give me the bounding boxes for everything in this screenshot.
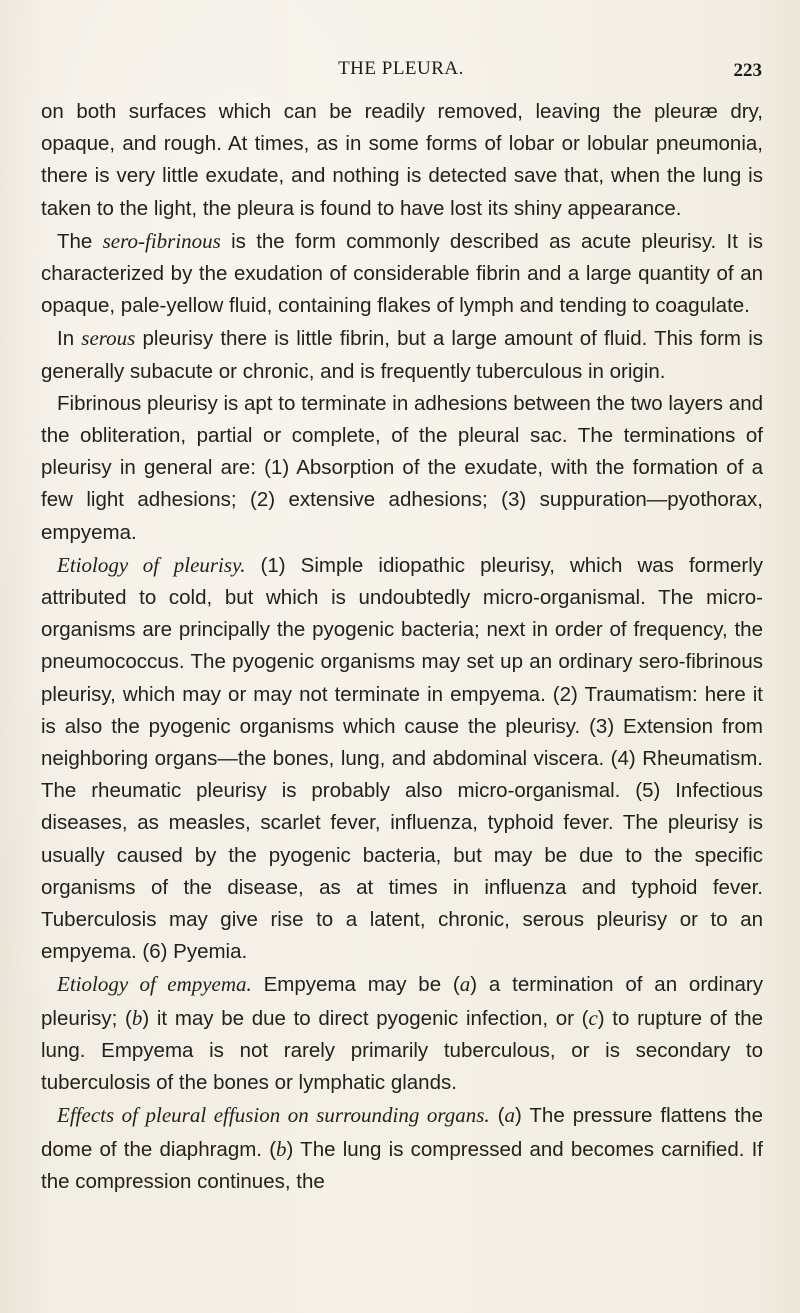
paragraph-text: Fibrinous pleurisy is apt to terminate in adhesions between the two layers and the obliteration, partial or complete, of the pleural sac. The terminations of pleurisy in general are: (1) Absorption of the exudate, with the formation of a few light adhesions; (2) extensive adhesions; (3) suppuration—pyothorax, empyema.	[41, 391, 763, 544]
paragraph-text: (	[489, 1104, 505, 1128]
paragraph-text: on both surfaces which can be readily removed, leaving the pleuræ dry, opaque, and rough. At times, as in some forms of lobar or lobular pneumonia, there is very little exudate, and nothing is detected save that, when the lung is taken to the light, the pleura is found to have lost its shiny appearance.	[41, 100, 763, 220]
paragraph-text: (1) Simple idiopathic pleurisy, which was formerly attributed to cold, but which is undoubtedly micro-organismal. The micro-organisms are principally the pyogenic bacteria; next in order of frequency, the pneumococcus. The pyogenic organisms may set up an ordinary sero-fibrinous pleurisy, which may or may not terminate in empyema. (2) Traumatism: here it is also the pyogenic organisms which cause the pleurisy. (3) Extension from neighboring organs—the bones, lung, and abdominal viscera. (4) Rheumatism. The rheumatic pleurisy is probably also micro-organismal. (5) Infectious diseases, as measles, scarlet fever, influenza, typhoid fever. The pleurisy is usually caused by the pyogenic bacteria, but may be due to the specific organisms of the disease, as at times in influenza and typhoid fever. Tuberculosis may give rise to a latent, chronic, serous pleurisy or to an empyema. (6) Pyemia.	[41, 553, 763, 964]
italic-term: sero-fibrinous	[102, 228, 221, 253]
list-letter: c	[588, 1005, 598, 1030]
page-number: 223	[733, 60, 762, 81]
section-heading: Etiology of empyema.	[57, 972, 252, 997]
paragraph-text: is the form commonly described as acute pleurisy. It is characterized by the exudation of considerable fibrin and a large quantity of an opaque, pale-yellow fluid, containing flakes of lymph and tending to coagulate.	[41, 229, 763, 318]
list-letter: a	[459, 972, 471, 997]
paragraph-etiology-pleurisy	[41, 549, 763, 969]
paragraph-text: pleurisy there is little fibrin, but a large amount of fluid. This form is generally subacute or chronic, and is frequently tuberculous in origin.	[41, 327, 763, 383]
paragraph-lead: The	[57, 229, 103, 253]
list-letter: b	[276, 1136, 287, 1161]
paragraph-text: Empyema may be (	[251, 973, 460, 997]
paragraph-text: ) The lung is compressed and becomes carnified. If the compression continues, the	[41, 1137, 764, 1193]
paragraph-fibrinous	[41, 388, 763, 549]
paragraph-text: ) The pressure flattens the dome of the diaphragm. (	[41, 1104, 763, 1161]
running-head: THE PLEURA.	[338, 58, 464, 79]
paragraph-etiology-empyema	[41, 968, 763, 1099]
paragraph-lead: In	[57, 327, 82, 351]
italic-term: serous	[81, 326, 136, 351]
body-text	[41, 96, 763, 1198]
section-heading: Effects of pleural effusion on surrounding organs.	[57, 1103, 490, 1128]
paragraph-text: ) it may be due to direct pyogenic infection, or (	[142, 1006, 589, 1030]
paragraph-text: ) a termination of an ordinary pleurisy; (	[41, 973, 763, 1030]
list-letter: a	[504, 1103, 515, 1128]
list-letter: b	[131, 1005, 143, 1030]
paragraph-serous	[41, 322, 763, 387]
paragraph-effects-effusion	[41, 1099, 763, 1198]
paragraph-text: ) to rupture of the lung. Empyema is not rarely primarily tuberculous, or is secondary to tuberculosis of the bones or lymphatic glands.	[41, 1006, 764, 1095]
page-header	[40, 58, 762, 88]
section-heading: Etiology of pleurisy.	[57, 552, 246, 577]
paragraph-continuation	[41, 96, 763, 225]
paragraph-sero-fibrinous	[41, 225, 763, 323]
